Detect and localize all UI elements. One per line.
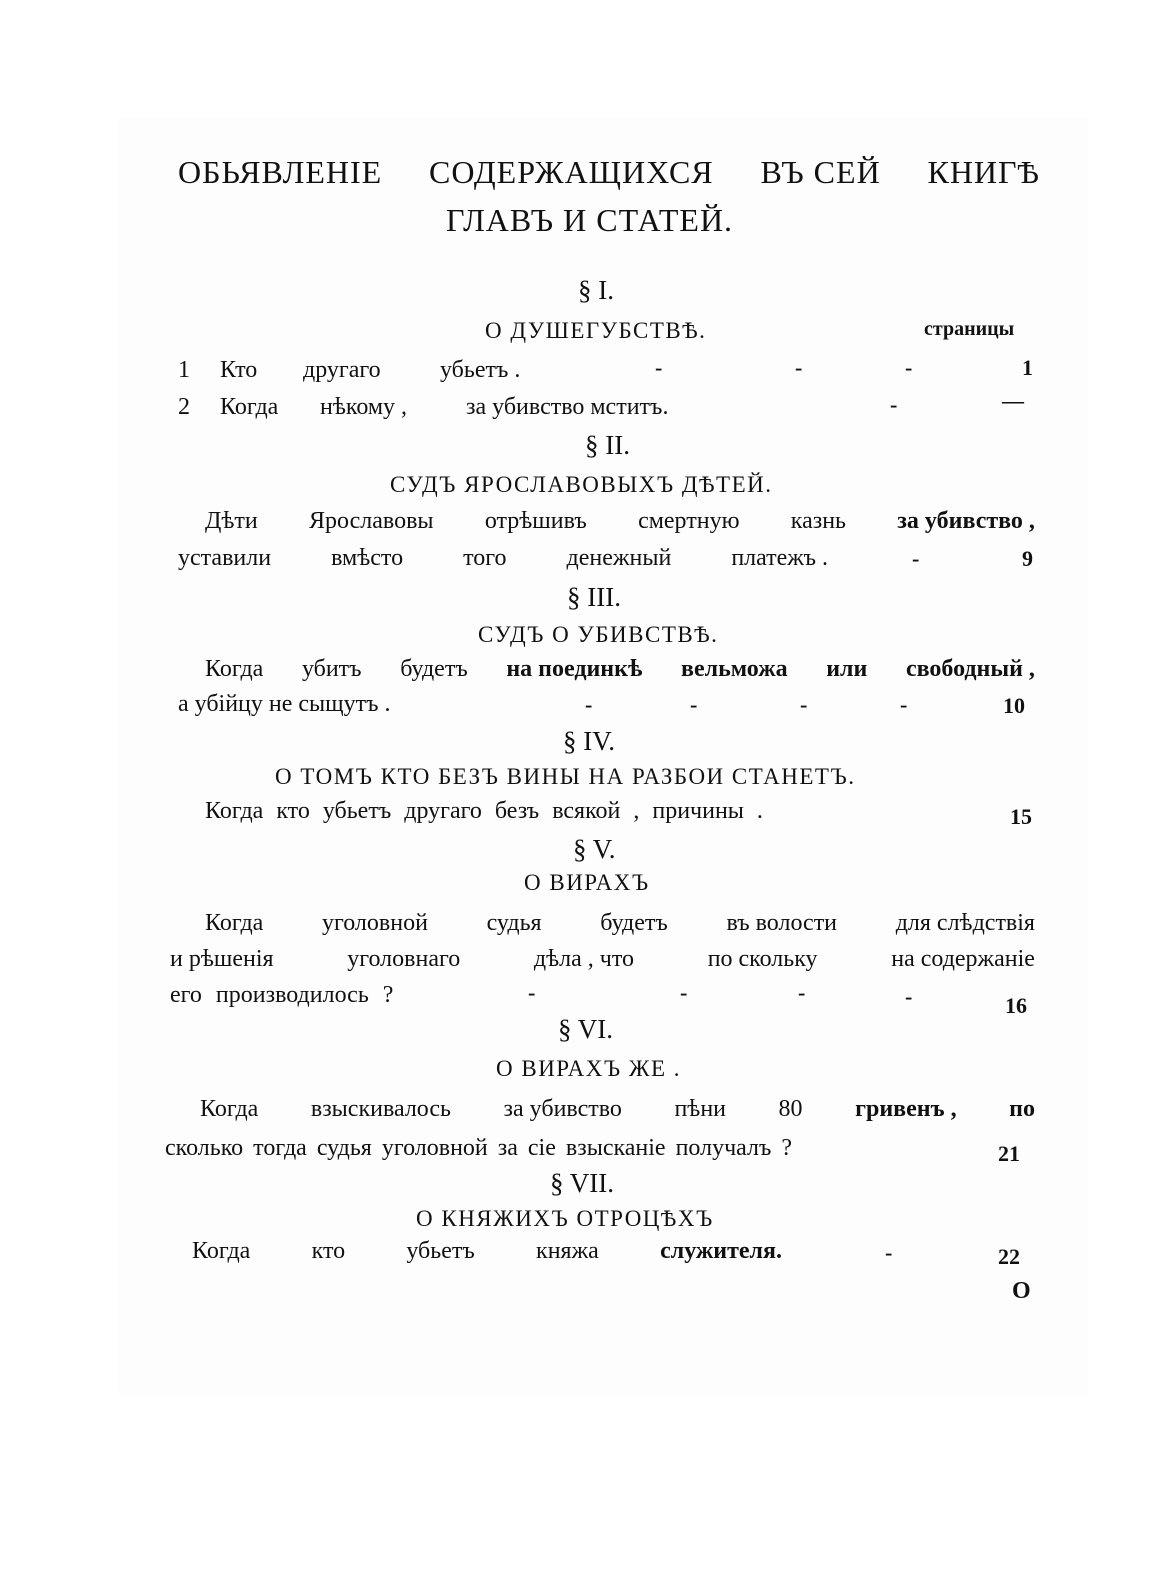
section-heading-1: О ДУШЕГУБСТВѢ.: [485, 318, 707, 343]
word: денежный: [566, 545, 672, 571]
section-2-line-1: [205, 508, 1035, 535]
word: гривенъ ,: [855, 1096, 957, 1122]
dot-leader: -: [655, 355, 663, 380]
dot-leader: -: [680, 980, 688, 1005]
title-line-2: ГЛАВЪ И СТАТЕЙ.: [446, 202, 734, 238]
section-4-page: 15: [1010, 804, 1032, 829]
entry-2-word: нѣкому ,: [320, 394, 408, 420]
section-7-page: 22: [998, 1244, 1020, 1269]
section-5-page: 16: [1005, 993, 1027, 1018]
word: казнь: [790, 508, 846, 534]
dot-leader: -: [798, 980, 806, 1005]
section-mark-1: § I.: [578, 275, 614, 305]
word: уголовной: [321, 910, 428, 936]
word: и рѣшенія: [170, 946, 274, 972]
word: въ волости: [726, 910, 838, 936]
section-5-line-1: [205, 910, 1035, 937]
word: судья: [486, 910, 542, 936]
word: смертную: [638, 508, 740, 534]
section-heading-3: СУДЪ О УБИВСТВѢ.: [478, 622, 719, 647]
section-6-line-1: [200, 1096, 1035, 1123]
word: Когда: [205, 910, 264, 936]
catchword: О: [1012, 1278, 1031, 1304]
entry-2-num: 2: [178, 394, 190, 420]
section-heading-6: О ВИРАХЪ ЖЕ .: [496, 1056, 682, 1081]
word: за убивство ,: [897, 508, 1035, 534]
dot-leader: -: [690, 692, 698, 717]
section-mark-4: § IV.: [563, 726, 616, 756]
section-2-page: 9: [1022, 546, 1033, 571]
entry-1-word: убьетъ .: [440, 357, 521, 383]
section-mark-7: § VII.: [550, 1168, 614, 1198]
entry-2-word: за убивство мститъ.: [466, 394, 669, 420]
word: Ярославовы: [309, 508, 434, 534]
dot-leader: -: [890, 392, 898, 417]
word: свободный ,: [905, 656, 1035, 682]
section-3-line-2: а убійцу не сыщутъ .: [178, 691, 391, 717]
section-4-line-1: Когда кто убьетъ другаго безъ всякой , причины .: [205, 798, 763, 824]
entry-1-word: другаго: [303, 357, 381, 383]
word: будетъ: [600, 910, 668, 936]
dot-leader: -: [885, 1240, 893, 1265]
word: пѣни: [674, 1096, 727, 1122]
word: вельможа: [680, 656, 788, 682]
title-word: КНИГѢ: [927, 154, 1040, 190]
entry-1-page: 1: [1022, 355, 1033, 380]
word: 80: [778, 1096, 803, 1122]
word: уставили: [178, 545, 272, 571]
entry-2-word: Когда: [220, 394, 279, 420]
word: княжа: [536, 1238, 599, 1264]
dot-leader: -: [905, 355, 913, 380]
dot-leader: -: [528, 980, 536, 1005]
title-line-1: [178, 154, 1040, 191]
word: уголовнаго: [347, 946, 461, 972]
title-word: СОДЕРЖАЩИХСЯ: [428, 154, 714, 190]
section-6-line-2: сколько тогда судья уголовной за сіе взысканіе получалъ ?: [165, 1135, 793, 1161]
entry-2-page: —: [1002, 388, 1024, 413]
section-6-page: 21: [998, 1141, 1020, 1166]
word: служителя.: [660, 1238, 782, 1264]
word: Когда: [205, 656, 264, 682]
section-mark-2: § II.: [585, 430, 630, 460]
section-2-line-2: [178, 545, 828, 572]
section-3-line-1: [205, 656, 1035, 683]
word: Когда: [200, 1096, 259, 1122]
page-column-label: страницы: [924, 318, 1015, 340]
section-heading-4: О ТОМЪ КТО БЕЗЪ ВИНЫ НА РАЗБОИ СТАНЕТЪ.: [275, 764, 856, 789]
word: убитъ: [301, 656, 362, 682]
word: убьетъ: [406, 1238, 475, 1264]
word: отрѣшивъ: [484, 508, 587, 534]
word: на поединкѣ: [506, 656, 643, 682]
word: Когда: [192, 1238, 251, 1264]
word: дѣла , что: [533, 946, 635, 972]
word: платежъ .: [731, 545, 828, 571]
section-heading-7: О КНЯЖИХЪ ОТРОЦѢХЪ: [416, 1206, 714, 1231]
section-mark-3: § III.: [567, 582, 621, 612]
entry-1-num: 1: [178, 357, 190, 383]
word: за убивство: [503, 1096, 622, 1122]
dot-leader: -: [795, 355, 803, 380]
section-5-line-2: [170, 946, 1035, 973]
word: Дѣти: [205, 508, 258, 534]
title-word: ВЪ СЕЙ: [760, 154, 881, 190]
section-heading-2: СУДЪ ЯРОСЛАВОВЫХЪ ДѢТЕЙ.: [390, 472, 773, 497]
word: вмѣсто: [331, 545, 404, 571]
entry-1-word: Кто: [220, 357, 258, 383]
word: или: [826, 656, 868, 682]
word: по скольку: [707, 946, 818, 972]
section-heading-5: О ВИРАХЪ: [524, 870, 650, 895]
section-mark-6: § VI.: [558, 1014, 614, 1044]
dot-leader: -: [905, 984, 913, 1009]
word: того: [463, 545, 507, 571]
section-7-line-1: [192, 1238, 782, 1265]
word: будетъ: [400, 656, 468, 682]
word: для слѣдствія: [895, 910, 1035, 936]
dot-leader: -: [912, 546, 920, 571]
dot-leader: -: [800, 692, 808, 717]
word: взыскивалось: [310, 1096, 452, 1122]
dot-leader: -: [900, 692, 908, 717]
title-word: ОБЬЯВЛЕНІЕ: [178, 154, 383, 190]
word: кто: [311, 1238, 346, 1264]
section-mark-5: § V.: [573, 834, 616, 864]
section-3-page: 10: [1003, 693, 1025, 718]
section-5-line-3: его производилось ?: [170, 982, 394, 1008]
dot-leader: -: [585, 692, 593, 717]
word: по: [1009, 1096, 1035, 1122]
word: на содержаніе: [891, 946, 1035, 972]
